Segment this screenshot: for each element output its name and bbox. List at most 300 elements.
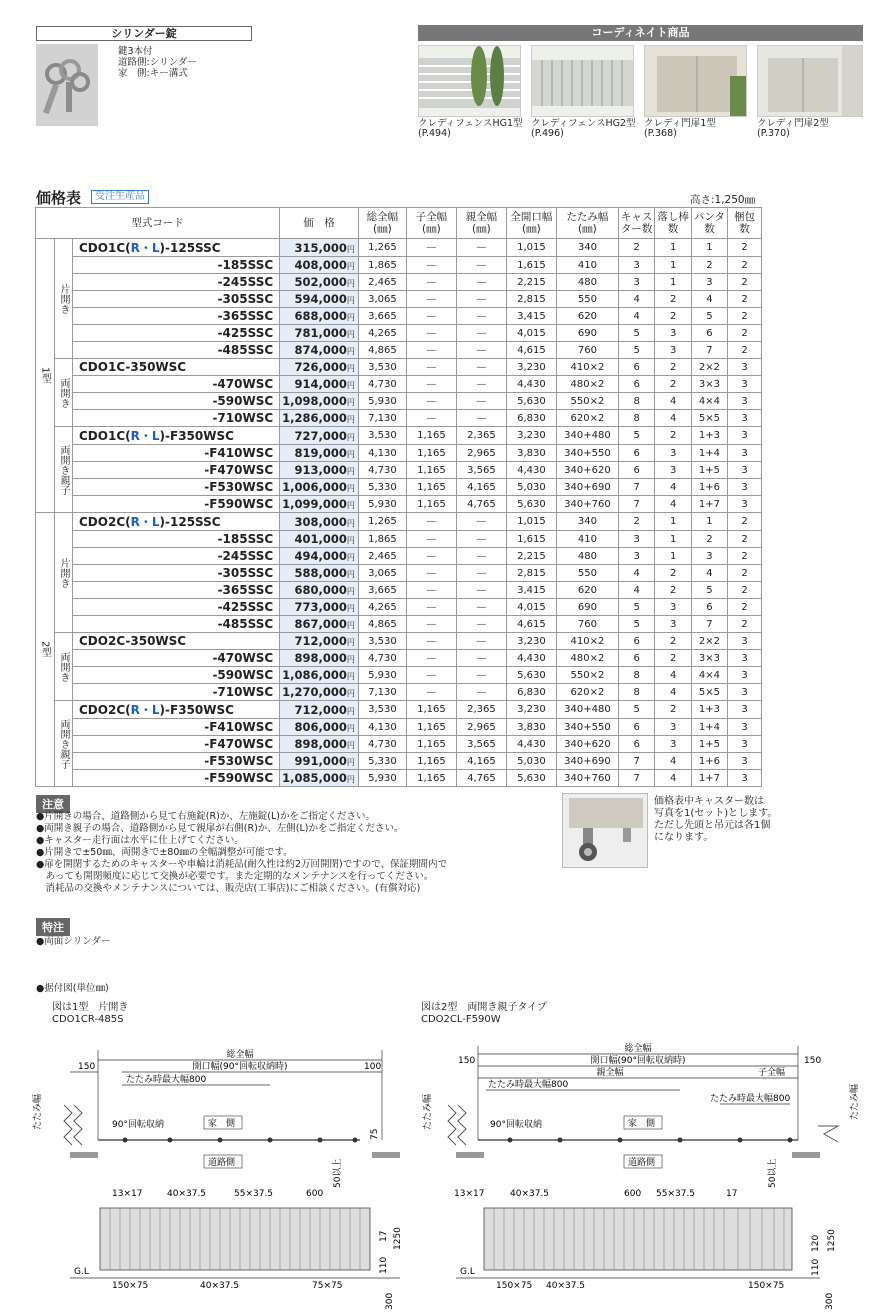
- price-cell: 594,000円: [280, 291, 359, 308]
- spec-cell: 6: [618, 719, 655, 736]
- spec-cell: —: [406, 565, 456, 582]
- spec-cell: 3: [618, 257, 655, 274]
- spec-cell: 4: [618, 291, 655, 308]
- dim-fold: たたみ時最大幅800: [126, 1075, 207, 1085]
- spec-cell: 620×2: [556, 684, 618, 701]
- col-header: 親全幅 (㎜): [456, 208, 506, 239]
- spec-cell: 3,415: [506, 582, 556, 599]
- spec-cell: 8: [618, 684, 655, 701]
- spec-cell: 5: [618, 427, 655, 445]
- spec-cell: 3,065: [358, 291, 406, 308]
- price-cell: 727,000円: [280, 427, 359, 445]
- model-code: -305SSC: [73, 291, 280, 308]
- spec-cell: 7: [618, 770, 655, 787]
- table-row: [36, 548, 762, 565]
- spec-cell: 6: [618, 633, 655, 650]
- spec-cell: —: [456, 239, 506, 257]
- coord-caption: クレディ門扉2型 (P.370): [757, 118, 829, 139]
- spec-cell: 4: [655, 410, 692, 427]
- dim-17: 17: [379, 1230, 389, 1242]
- spec-cell: 2: [691, 531, 727, 548]
- dim-300: 300: [825, 1292, 835, 1310]
- spec-cell: —: [456, 308, 506, 325]
- model-code: -710WSC: [73, 684, 280, 701]
- spec-cell: 7: [618, 479, 655, 496]
- spec-cell: 2: [728, 291, 762, 308]
- spec-cell: 4,730: [358, 376, 406, 393]
- table-row: [36, 393, 762, 410]
- spec-cell: 6: [618, 650, 655, 667]
- coord-caption: クレディフェンスHG1型 (P.494): [418, 118, 523, 139]
- spec-cell: —: [456, 376, 506, 393]
- spec-cell: 3,230: [506, 701, 556, 719]
- spec-cell: 1,165: [406, 753, 456, 770]
- spec-cell: 2: [655, 633, 692, 650]
- spec-cell: 410×2: [556, 359, 618, 376]
- table-row: [36, 531, 762, 548]
- table-row: [36, 342, 762, 359]
- spec-cell: 2: [728, 239, 762, 257]
- spec-cell: —: [456, 633, 506, 650]
- spec-cell: 1,265: [358, 239, 406, 257]
- price-cell: 308,000円: [280, 513, 359, 531]
- price-cell: 1,006,000円: [280, 479, 359, 496]
- spec-cell: 3: [728, 770, 762, 787]
- spec-cell: 3: [691, 274, 727, 291]
- spec-cell: 3: [655, 462, 692, 479]
- spec-cell: 6: [618, 359, 655, 376]
- spec-cell: 4,130: [358, 719, 406, 736]
- gl-label: G.L: [74, 1267, 89, 1277]
- spec-cell: 4: [655, 684, 692, 701]
- gl-label: G.L: [460, 1267, 475, 1277]
- spec-cell: 3: [655, 599, 692, 616]
- spec-cell: 550: [556, 291, 618, 308]
- dim-fold: たたみ時最大幅800: [488, 1080, 569, 1090]
- spec-cell: 3,565: [456, 736, 506, 753]
- spec-cell: 2,365: [456, 701, 506, 719]
- spec-cell: 1,865: [358, 257, 406, 274]
- spec-cell: 760: [556, 342, 618, 359]
- spec-cell: 3: [655, 719, 692, 736]
- caster-photo: [562, 793, 648, 868]
- spec-cell: 1,615: [506, 257, 556, 274]
- spec-cell: 1+5: [691, 462, 727, 479]
- spec-cell: —: [406, 274, 456, 291]
- spec-cell: 5×5: [691, 410, 727, 427]
- spec-cell: 550×2: [556, 393, 618, 410]
- spec-cell: 410: [556, 531, 618, 548]
- price-cell: 726,000円: [280, 359, 359, 376]
- col-header: 落し棒 数: [655, 208, 692, 239]
- spec-cell: 3,530: [358, 427, 406, 445]
- spec-cell: 620×2: [556, 410, 618, 427]
- dim-120: 120: [811, 1234, 821, 1252]
- spec-cell: —: [456, 548, 506, 565]
- spec-cell: —: [406, 684, 456, 701]
- spec-cell: 2: [655, 291, 692, 308]
- model-code: -425SSC: [73, 325, 280, 342]
- spec-cell: 1,265: [358, 513, 406, 531]
- model-code: -470WSC: [73, 376, 280, 393]
- spec-cell: 3: [728, 667, 762, 684]
- model-code: -185SSC: [73, 531, 280, 548]
- spec-cell: —: [456, 513, 506, 531]
- dim-150x75: 150×75: [112, 1281, 149, 1291]
- dim-50: 50以上: [333, 1158, 343, 1188]
- spec-cell: —: [406, 325, 456, 342]
- spec-cell: 340+760: [556, 770, 618, 787]
- spec-cell: 3: [655, 342, 692, 359]
- install-right-title: 図は2型 両開き親子タイプ CDO2CL-F590W: [421, 1002, 547, 1025]
- spec-cell: 5,030: [506, 753, 556, 770]
- spec-cell: 2: [728, 325, 762, 342]
- model-code: -365SSC: [73, 582, 280, 599]
- dim-600: 600: [624, 1189, 642, 1199]
- spec-cell: —: [406, 582, 456, 599]
- spec-cell: 3,230: [506, 427, 556, 445]
- spec-cell: 5: [691, 582, 727, 599]
- table-row: [36, 410, 762, 427]
- spec-cell: 3×3: [691, 650, 727, 667]
- opening-type-label: 片開き: [55, 513, 73, 633]
- spec-cell: 6,830: [506, 410, 556, 427]
- spec-cell: 5,030: [506, 479, 556, 496]
- model-code: -710WSC: [73, 410, 280, 427]
- spec-cell: 1: [655, 548, 692, 565]
- spec-cell: 4: [618, 308, 655, 325]
- spec-cell: —: [406, 633, 456, 650]
- spec-cell: 2: [655, 582, 692, 599]
- price-cell: 913,000円: [280, 462, 359, 479]
- col-header: 価 格: [280, 208, 359, 239]
- dim-total: 総全幅: [226, 1050, 254, 1060]
- spec-cell: —: [406, 342, 456, 359]
- spec-cell: 410: [556, 257, 618, 274]
- model-code: -F590WSC: [73, 770, 280, 787]
- spec-cell: 2,815: [506, 291, 556, 308]
- spec-cell: 2: [618, 513, 655, 531]
- table-row: [36, 359, 762, 376]
- col-header: 型式コード: [36, 208, 280, 239]
- coord-photo-gate1: [644, 45, 747, 117]
- spec-cell: 340: [556, 239, 618, 257]
- spec-cell: 5,330: [358, 479, 406, 496]
- dim-13x17: 13×17: [112, 1189, 143, 1199]
- spec-cell: 6: [691, 325, 727, 342]
- spec-cell: 2,965: [456, 445, 506, 462]
- price-cell: 315,000円: [280, 239, 359, 257]
- spec-cell: 1+6: [691, 479, 727, 496]
- spec-cell: —: [406, 410, 456, 427]
- dim-110: 110: [379, 1256, 389, 1274]
- spec-cell: 2: [728, 565, 762, 582]
- install-left-title: 図は1型 片開き CDO1CR-485S: [52, 1002, 129, 1025]
- spec-cell: 3: [728, 753, 762, 770]
- special-note: ●両面シリンダー: [36, 936, 111, 947]
- price-cell: 494,000円: [280, 548, 359, 565]
- spec-cell: 4,615: [506, 616, 556, 633]
- special-label: 特注: [36, 916, 70, 936]
- cylinder-line: 鍵3本付: [118, 46, 153, 57]
- dim-fold-v: たたみ幅: [33, 1093, 43, 1130]
- spec-cell: 2,815: [506, 565, 556, 582]
- spec-cell: 3,530: [358, 633, 406, 650]
- spec-cell: 2: [728, 342, 762, 359]
- table-row: [36, 479, 762, 496]
- model-code: -425SSC: [73, 599, 280, 616]
- spec-cell: —: [456, 667, 506, 684]
- spec-cell: 1,015: [506, 239, 556, 257]
- table-row: [36, 701, 762, 719]
- spec-cell: —: [406, 599, 456, 616]
- spec-cell: 690: [556, 599, 618, 616]
- model-code: -245SSC: [73, 274, 280, 291]
- spec-cell: 3: [655, 445, 692, 462]
- spec-cell: 7: [618, 496, 655, 513]
- spec-cell: 3: [728, 427, 762, 445]
- made-to-order-badge: 受注生産品: [91, 190, 149, 204]
- spec-cell: —: [456, 616, 506, 633]
- dim-300: 300: [385, 1292, 395, 1310]
- type-label: 2型: [36, 513, 55, 787]
- spec-cell: 3: [728, 650, 762, 667]
- model-code: -F410WSC: [73, 445, 280, 462]
- spec-cell: —: [456, 291, 506, 308]
- spec-cell: —: [406, 548, 456, 565]
- spec-cell: 1: [691, 513, 727, 531]
- road-side: 道路側: [628, 1158, 656, 1168]
- spec-cell: 4,015: [506, 599, 556, 616]
- spec-cell: 3: [691, 548, 727, 565]
- model-code: -305SSC: [73, 565, 280, 582]
- cylinder-spec: [118, 46, 197, 79]
- spec-cell: 7: [691, 342, 727, 359]
- caution-line: ●扉を開閉するためのキャスターや車輪は消耗品(耐久性は約2万回開閉)ですので、保証期間内で: [36, 859, 448, 870]
- spec-cell: 7,130: [358, 410, 406, 427]
- spec-cell: 6: [691, 599, 727, 616]
- spec-cell: 4,430: [506, 376, 556, 393]
- price-cell: 819,000円: [280, 445, 359, 462]
- table-row: [36, 445, 762, 462]
- col-header: 子全幅 (㎜): [406, 208, 456, 239]
- caution-line: あっても開閉頻度に応じて交換が必要です。また定期的なメンテナンスを行ってください。: [36, 871, 434, 882]
- table-row: [36, 736, 762, 753]
- price-cell: 712,000円: [280, 633, 359, 650]
- opening-type-label: 片開き: [55, 239, 73, 359]
- spec-cell: 2×2: [691, 359, 727, 376]
- cylinder-line: 道路側:シリンダー: [118, 57, 197, 68]
- price-cell: 401,000円: [280, 531, 359, 548]
- spec-cell: 3: [728, 410, 762, 427]
- spec-cell: 6: [618, 462, 655, 479]
- spec-cell: 4: [655, 667, 692, 684]
- spec-cell: 4,265: [358, 325, 406, 342]
- model-code: -F410WSC: [73, 719, 280, 736]
- spec-cell: 3: [728, 393, 762, 410]
- spec-cell: —: [406, 667, 456, 684]
- spec-cell: 3: [728, 633, 762, 650]
- price-table: [35, 207, 762, 787]
- spec-cell: 2,215: [506, 548, 556, 565]
- spec-cell: 340+480: [556, 427, 618, 445]
- spec-cell: 550×2: [556, 667, 618, 684]
- model-code: CDO2C(R・L)-125SSC: [73, 513, 280, 531]
- caution-line: 消耗品の交換やメンテナンスについては、販売店(工事店)にご相談ください。(有償対応): [36, 883, 421, 894]
- spec-cell: —: [456, 531, 506, 548]
- install-drawing-right: [420, 1030, 865, 1310]
- spec-cell: 4,865: [358, 616, 406, 633]
- spec-cell: 3,415: [506, 308, 556, 325]
- table-row: [36, 616, 762, 633]
- dim-fold2: たたみ時最大幅800: [710, 1094, 791, 1104]
- dim-opening: 開口幅(90°回転収納時): [192, 1062, 288, 1072]
- spec-cell: 2: [728, 308, 762, 325]
- dim-150x75b: 150×75: [748, 1281, 785, 1291]
- spec-cell: 4,430: [506, 650, 556, 667]
- spec-cell: 1: [655, 257, 692, 274]
- spec-cell: 3,665: [358, 308, 406, 325]
- cylinder-line: 家 側:キー溝式: [118, 68, 188, 79]
- spec-cell: 6: [618, 736, 655, 753]
- table-row: [36, 684, 762, 701]
- spec-cell: 480×2: [556, 650, 618, 667]
- price-cell: 991,000円: [280, 753, 359, 770]
- table-header-row: [36, 208, 762, 239]
- col-header: 総全幅 (㎜): [358, 208, 406, 239]
- model-code: -185SSC: [73, 257, 280, 274]
- spec-cell: 3,065: [358, 565, 406, 582]
- caster-icon: [563, 794, 649, 869]
- spec-cell: 3: [728, 462, 762, 479]
- table-row: [36, 753, 762, 770]
- col-header: キャス ター数: [618, 208, 655, 239]
- spec-cell: 4,430: [506, 462, 556, 479]
- spec-cell: 1: [655, 274, 692, 291]
- spec-cell: 6,830: [506, 684, 556, 701]
- rot-label: 90°回転収納: [490, 1120, 542, 1130]
- model-code: CDO2C(R・L)-F350WSC: [73, 701, 280, 719]
- table-row: [36, 633, 762, 650]
- opening-type-label: 両開き: [55, 633, 73, 701]
- spec-cell: 1,615: [506, 531, 556, 548]
- dim-150a: 150: [458, 1056, 476, 1066]
- spec-cell: 2: [655, 359, 692, 376]
- spec-cell: 4: [655, 496, 692, 513]
- spec-cell: 3: [655, 325, 692, 342]
- spec-cell: 5×5: [691, 684, 727, 701]
- model-code: -485SSC: [73, 342, 280, 359]
- model-code: CDO1C(R・L)-125SSC: [73, 239, 280, 257]
- height-note: 高さ:1,250㎜: [690, 194, 756, 206]
- spec-cell: 4: [655, 753, 692, 770]
- spec-cell: 4,015: [506, 325, 556, 342]
- table-row: [36, 325, 762, 342]
- spec-cell: 3,830: [506, 719, 556, 736]
- spec-cell: —: [406, 308, 456, 325]
- spec-cell: 1,165: [406, 445, 456, 462]
- spec-cell: 340+760: [556, 496, 618, 513]
- house-side: 家 側: [628, 1119, 656, 1129]
- table-row: [36, 513, 762, 531]
- spec-cell: 4: [618, 582, 655, 599]
- price-cell: 680,000円: [280, 582, 359, 599]
- spec-cell: 550: [556, 565, 618, 582]
- dim-child: 子全幅: [758, 1068, 786, 1078]
- table-row: [36, 427, 762, 445]
- spec-cell: 340+690: [556, 753, 618, 770]
- spec-cell: 2: [728, 616, 762, 633]
- spec-cell: 480×2: [556, 376, 618, 393]
- spec-cell: 2: [728, 513, 762, 531]
- table-row: [36, 770, 762, 787]
- caution-line: ●片開きの場合、道路側から見て右施錠(R)か、左施錠(L)かをご指定ください。: [36, 811, 376, 822]
- spec-cell: —: [406, 616, 456, 633]
- price-cell: 898,000円: [280, 650, 359, 667]
- spec-cell: 5: [691, 308, 727, 325]
- spec-cell: 410×2: [556, 633, 618, 650]
- table-row: [36, 308, 762, 325]
- spec-cell: 5,330: [358, 753, 406, 770]
- spec-cell: 2: [728, 257, 762, 274]
- spec-cell: 620: [556, 582, 618, 599]
- install-drawing-left: [30, 1030, 410, 1310]
- spec-cell: —: [406, 513, 456, 531]
- spec-cell: 1+4: [691, 445, 727, 462]
- spec-cell: 4,615: [506, 342, 556, 359]
- spec-cell: 4,130: [358, 445, 406, 462]
- table-row: [36, 291, 762, 308]
- dim-40a: 40×37.5: [510, 1189, 550, 1199]
- dim-13x17: 13×17: [454, 1189, 485, 1199]
- dim-fold-v: たたみ幅: [423, 1093, 433, 1130]
- price-cell: 408,000円: [280, 257, 359, 274]
- spec-cell: —: [456, 410, 506, 427]
- spec-cell: 1: [655, 531, 692, 548]
- spec-cell: 690: [556, 325, 618, 342]
- col-header: 全開口幅 (㎜): [506, 208, 556, 239]
- spec-cell: 4,165: [456, 753, 506, 770]
- spec-cell: 5,630: [506, 770, 556, 787]
- dim-600: 600: [306, 1189, 324, 1199]
- caution-line: ●両開き親子の場合、道路側から見て親扉が右側(R)か、左側(L)かをご指定ください。: [36, 823, 404, 834]
- table-row: [36, 582, 762, 599]
- spec-cell: 8: [618, 667, 655, 684]
- model-code: -F470WSC: [73, 462, 280, 479]
- rot-label: 90°回転収納: [112, 1120, 164, 1130]
- spec-cell: 3,565: [456, 462, 506, 479]
- dim-opening: 開口幅(90°回転収納時): [590, 1056, 686, 1066]
- spec-cell: 2: [728, 599, 762, 616]
- spec-cell: 2,365: [456, 427, 506, 445]
- spec-cell: 2: [655, 376, 692, 393]
- caution-line: ●キャスター走行面は水平に仕上げてください。: [36, 835, 244, 846]
- spec-cell: 2: [728, 274, 762, 291]
- price-cell: 712,000円: [280, 701, 359, 719]
- spec-cell: —: [456, 565, 506, 582]
- dim-50: 50以上: [768, 1158, 778, 1188]
- spec-cell: 5,630: [506, 393, 556, 410]
- spec-cell: 4,730: [358, 462, 406, 479]
- spec-cell: —: [406, 376, 456, 393]
- spec-cell: —: [456, 257, 506, 274]
- spec-cell: —: [456, 684, 506, 701]
- spec-cell: 5,930: [358, 770, 406, 787]
- spec-cell: 1,865: [358, 531, 406, 548]
- spec-cell: 340+550: [556, 719, 618, 736]
- spec-cell: 4,765: [456, 770, 506, 787]
- table-row: [36, 376, 762, 393]
